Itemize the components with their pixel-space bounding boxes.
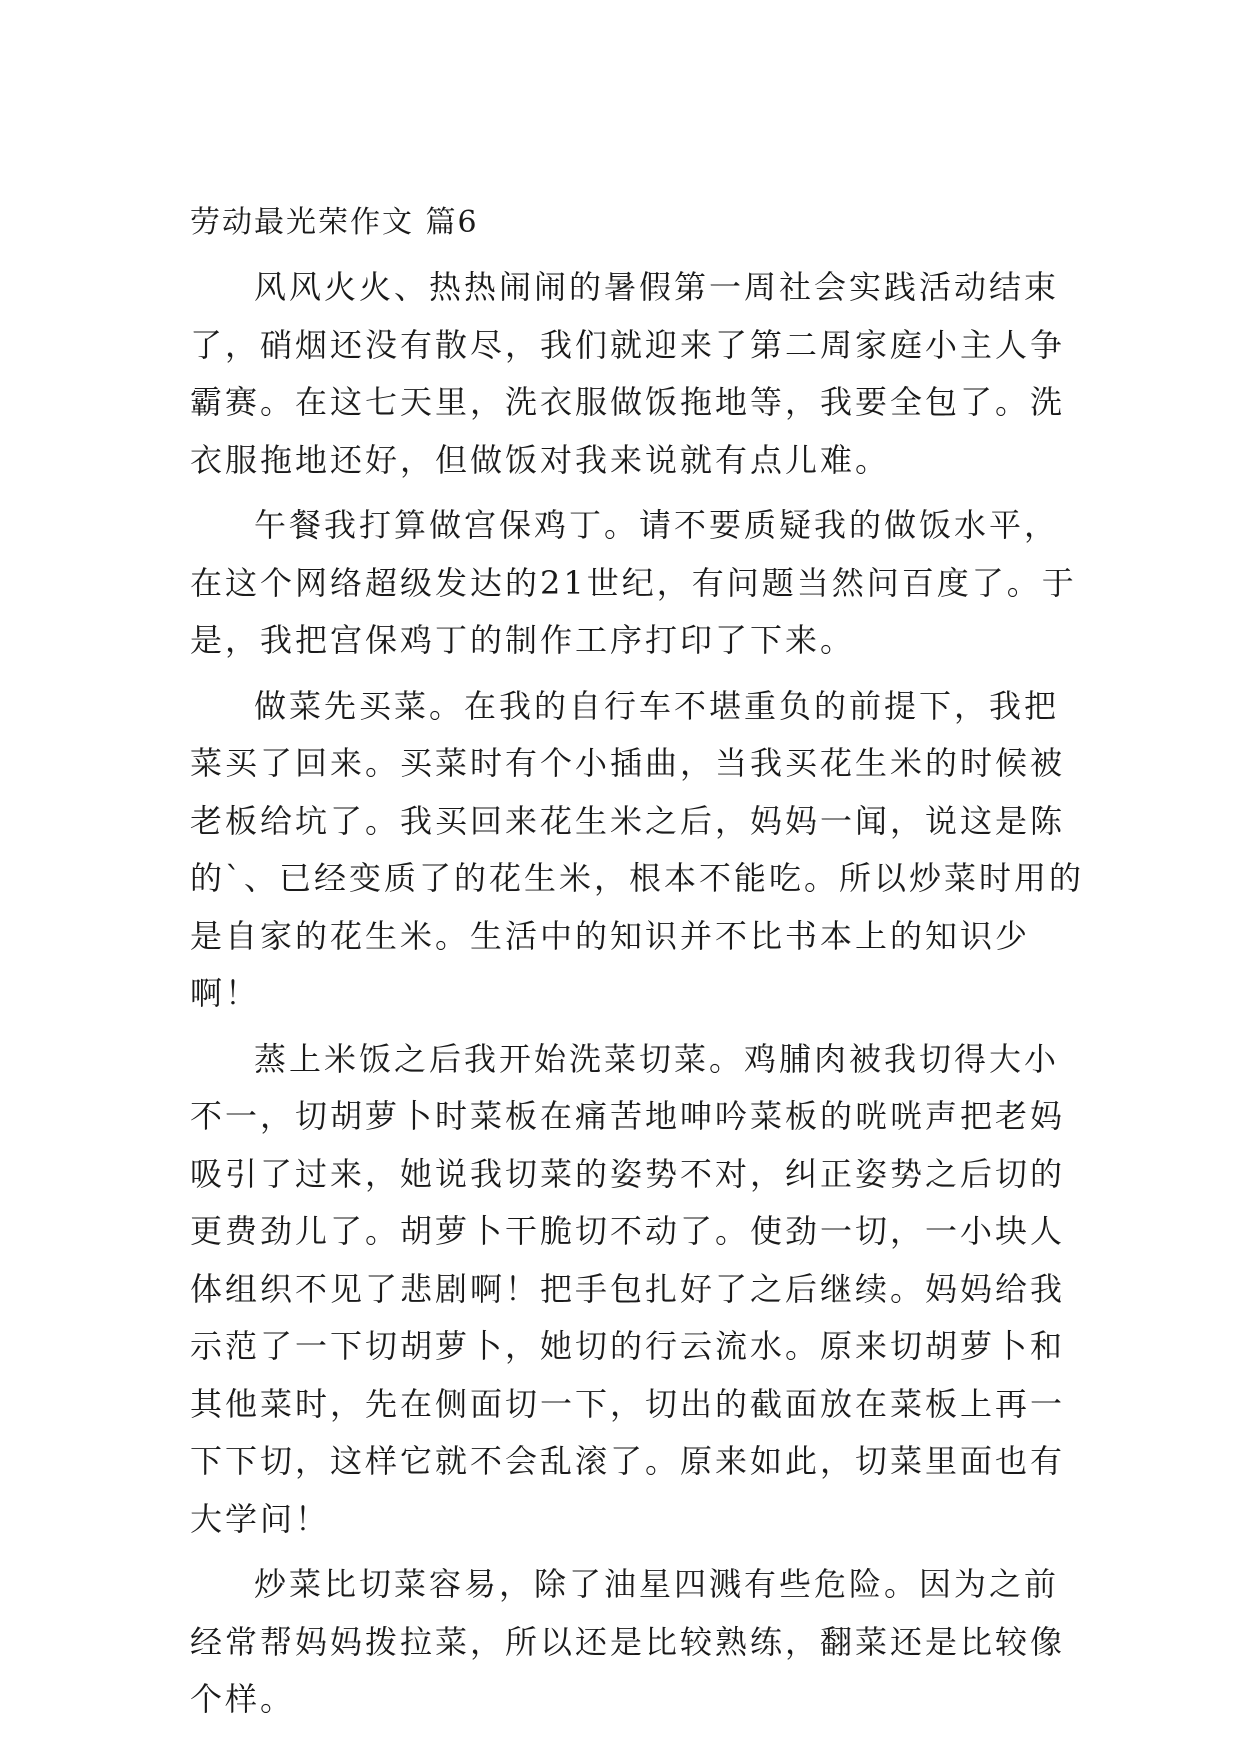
essay-body bbox=[190, 195, 1090, 1737]
paragraph-1: 风风火火、热热闹闹的暑假第一周社会实践活动结束了，硝烟还没有散尽，我们就迎来了第二周家庭小主人争霸赛。在这七天里，洗衣服做饭拖地等，我要全包了。洗衣服拖地还好，但做饭对我来说就有点儿难。 bbox=[190, 268, 1066, 479]
paragraph-4: 蒸上米饭之后我开始洗菜切菜。鸡脯肉被我切得大小不一，切胡萝卜时菜板在痛苦地呻吟菜板的咣咣声把老妈吸引了过来，她说我切菜的姿势不对，纠正姿势之后切的更费劲儿了。胡萝卜干脆切不动了。使劲一切，一小块人体组织不见了悲剧啊！把手包扎好了之后继续。妈妈给我示范了一下切胡萝卜，她切的行云流水。原来切胡萝卜和其他菜时，先在侧面切一下，切出的截面放在菜板上再一下下切，这样它就不会乱滚了。原来如此，切菜里面也有大学问！ bbox=[190, 1039, 1066, 1538]
paragraph-2: 午餐我打算做宫保鸡丁。请不要质疑我的做饭水平，在这个网络超级发达的21世纪，有问题当然问百度了。于是，我把宫保鸡丁的制作工序打印了下来。 bbox=[190, 506, 1077, 659]
paragraph-3: 做菜先买菜。在我的自行车不堪重负的前提下，我把菜买了回来。买菜时有个小插曲，当我买花生米的时候被老板给坑了。我买回来花生米之后，妈妈一闻，说这是陈的`、已经变质了的花生米，根本不能吃。所以炒菜时用的是自家的花生米。生活中的知识并不比书本上的知识少啊！ bbox=[190, 686, 1085, 1012]
essay-title: 劳动最光荣作文 篇6 bbox=[190, 205, 479, 240]
paragraph-5: 炒菜比切菜容易，除了油星四溅有些危险。因为之前经常帮妈妈拨拉菜，所以还是比较熟练，翻菜还是比较像个样。 bbox=[190, 1565, 1066, 1718]
